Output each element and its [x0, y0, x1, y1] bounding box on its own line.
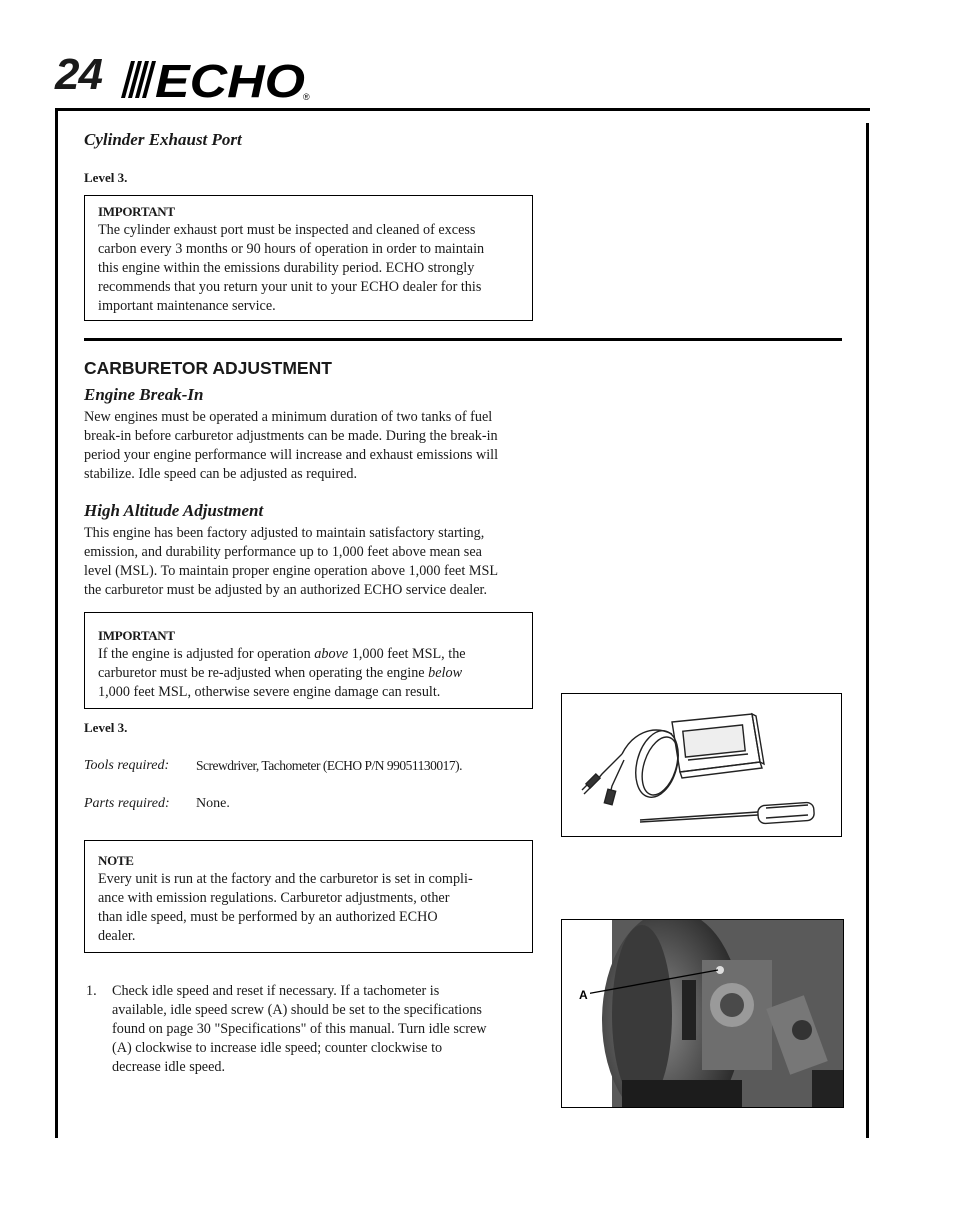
- tools-illustration: [562, 694, 842, 837]
- registered-mark: ®: [303, 92, 310, 102]
- important-line: recommends that you return your unit to your ECHO dealer for this: [98, 279, 482, 295]
- parts-value: None.: [196, 796, 230, 811]
- important-line: The cylinder exhaust port must be inspected and cleaned of excess: [98, 222, 476, 238]
- header-rule: [55, 108, 870, 111]
- step-text: Check idle speed and reset if necessary. If a tachometer is available, idle speed screw (A) should be set to the specifications found on page 30 "Specifications" of this manual. Turn idle screw (A) clockwise to increase idle speed; counter clockwise to decrease idle speed.: [112, 983, 487, 1075]
- carburetor-photo: [561, 919, 844, 1108]
- important-line: important maintenance service.: [98, 298, 276, 314]
- breakin-paragraph: New engines must be operated a minimum duration of two tanks of fuel break-in before carburetor adjustments can be made. During the break-in period your engine performance will increase and exhaust emissions will stabilize. Idle speed can be adjusted as required.: [84, 409, 499, 482]
- note-line: ance with emission regulations. Carburetor adjustments, other: [98, 890, 450, 906]
- tools-value: Screwdriver, Tachometer (ECHO P/N 99051130017).: [196, 758, 462, 773]
- exhaust-level: Level 3.: [84, 170, 128, 185]
- brand-text: ECHO: [155, 55, 306, 103]
- note-line: dealer.: [98, 928, 136, 944]
- important-box-altitude: [84, 612, 533, 709]
- callout-a-label: A: [579, 988, 588, 1002]
- note-line: than idle speed, must be performed by an authorized ECHO: [98, 909, 438, 925]
- page-number: 24: [55, 50, 102, 99]
- breakin-title: Engine Break-In: [84, 385, 204, 404]
- tools-label: Tools required:: [84, 758, 170, 773]
- important-line: carbon every 3 months or 90 hours of operation in order to maintain: [98, 241, 485, 257]
- important-line: carburetor must be re-adjusted when operating the engine below: [98, 665, 463, 681]
- important-title: IMPORTANT: [98, 204, 175, 219]
- important-title: IMPORTANT: [98, 628, 175, 643]
- altitude-title: High Altitude Adjustment: [84, 501, 264, 520]
- carb-level: Level 3.: [84, 720, 128, 735]
- important-line: this engine within the emissions durability period. ECHO strongly: [98, 260, 475, 276]
- important-box-exhaust: [84, 195, 533, 321]
- section-rule: [84, 338, 842, 341]
- note-line: Every unit is run at the factory and the carburetor is set in compli-: [98, 871, 473, 887]
- echo-logo: [115, 53, 315, 103]
- parts-label: Parts required:: [84, 796, 170, 811]
- left-margin-bar: [55, 108, 58, 1138]
- tools-row: [84, 756, 169, 775]
- parts-row: [84, 794, 170, 813]
- note-box: [84, 840, 533, 953]
- carburetor-illustration: [562, 920, 844, 1108]
- tools-figure: [561, 693, 842, 837]
- section-heading: CARBURETOR ADJUSTMENT: [84, 358, 332, 378]
- important-line: 1,000 feet MSL, otherwise severe engine damage can result.: [98, 684, 441, 700]
- step-number: 1.: [86, 983, 97, 999]
- note-title: NOTE: [98, 853, 134, 868]
- right-margin-bar: [866, 123, 869, 1138]
- altitude-paragraph: This engine has been factory adjusted to maintain satisfactory starting, emission, and durability performance up to 1,000 feet above mean sea level (MSL). To maintain proper engine operation above 1,000 feet MSL the carburetor must be adjusted by an authorized ECHO service dealer.: [84, 525, 499, 598]
- exhaust-title: Cylinder Exhaust Port: [84, 130, 242, 149]
- important-line: If the engine is adjusted for operation above 1,000 feet MSL, the: [98, 646, 466, 662]
